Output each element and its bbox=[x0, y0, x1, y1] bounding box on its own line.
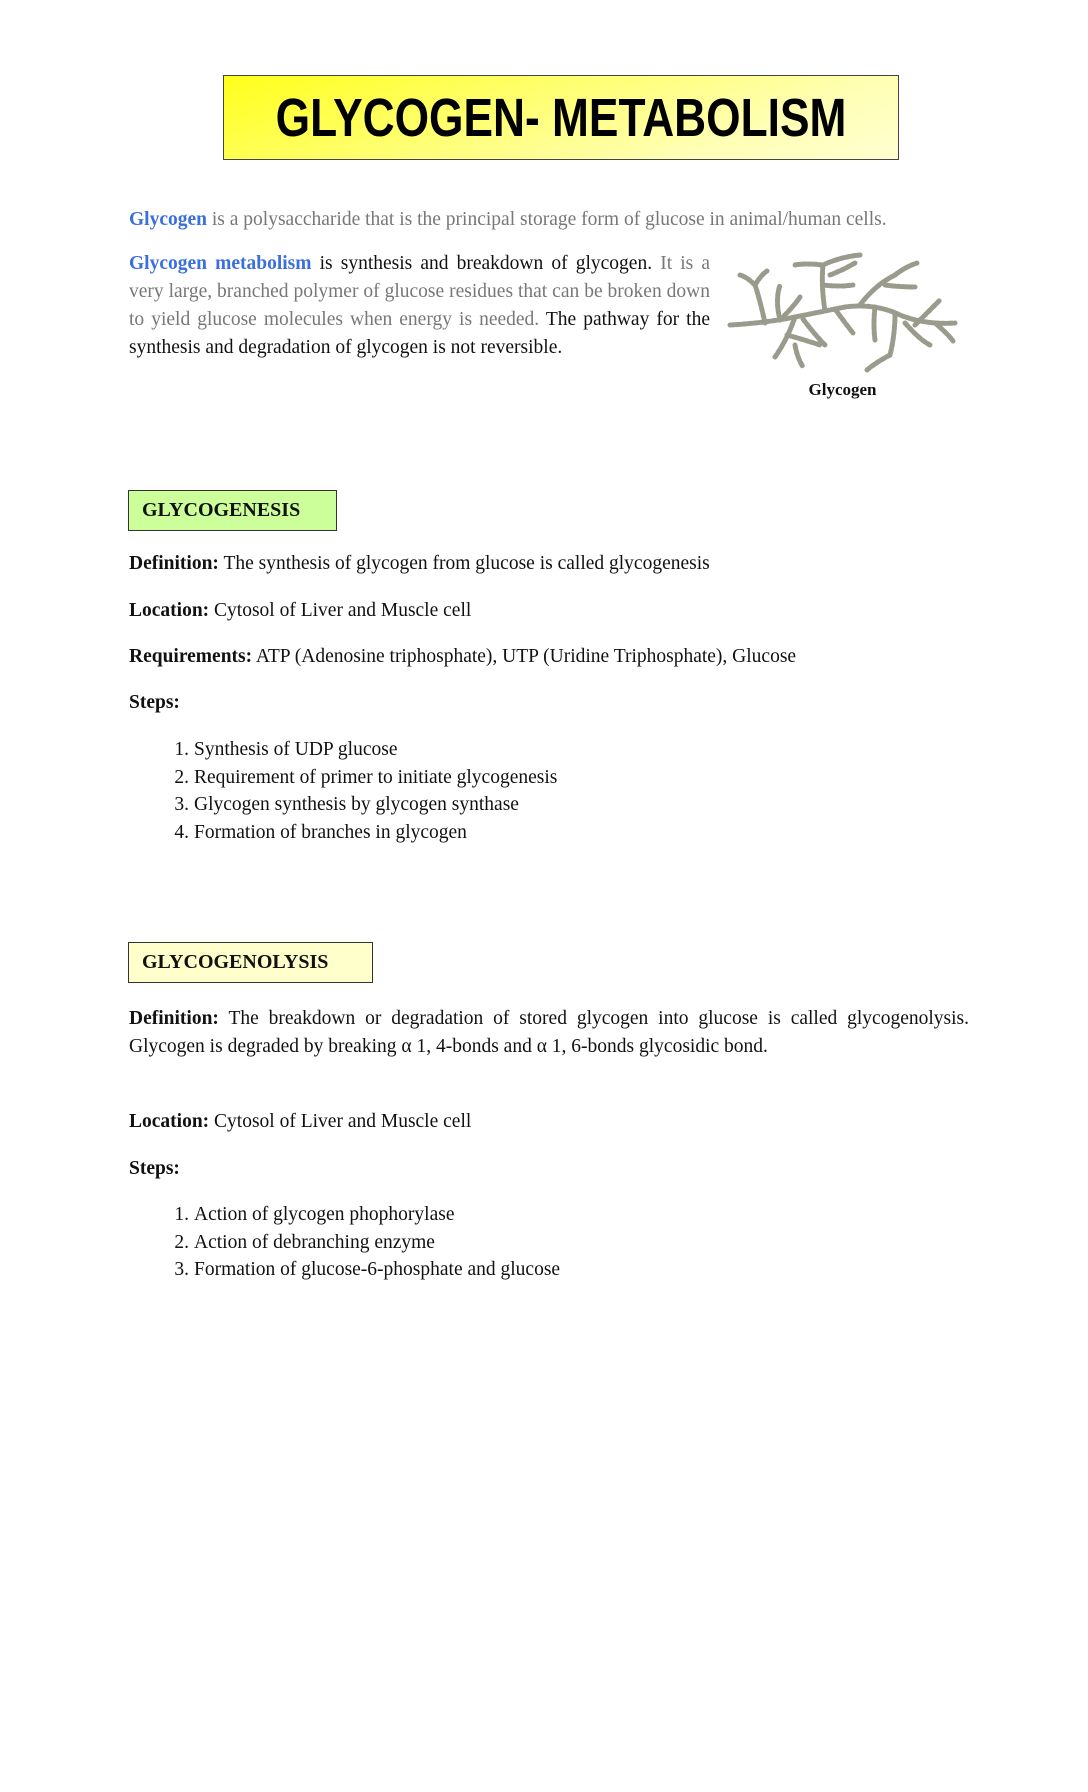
location-text: Cytosol of Liver and Muscle cell bbox=[209, 1111, 472, 1132]
intro-text-dark: is synthesis and breakdown of glycogen. bbox=[311, 253, 653, 274]
title-box bbox=[223, 75, 899, 160]
step-number: 2. bbox=[174, 766, 189, 788]
glycogenesis-definition bbox=[129, 553, 710, 575]
step-number: 1. bbox=[174, 739, 189, 760]
step-text: Formation of branches in glycogen bbox=[194, 821, 467, 843]
figure-caption: Glycogen bbox=[808, 380, 877, 399]
step-number: 4. bbox=[174, 821, 189, 843]
term-glycogen: Glycogen bbox=[129, 209, 207, 230]
step-text: Action of debranching enzyme bbox=[194, 1231, 435, 1253]
page-title: GLYCOGEN- METABOLISM bbox=[275, 87, 847, 148]
step-text: Synthesis of UDP glucose bbox=[194, 739, 398, 760]
intro-line bbox=[129, 206, 999, 234]
term-glycogen-metabolism: Glycogen metabolism bbox=[129, 253, 312, 274]
intro-paragraph bbox=[129, 250, 710, 362]
step-text: Glycogen synthesis by glycogen synthase bbox=[194, 794, 519, 815]
step-text: Formation of glucose-6-phosphate and glucose bbox=[194, 1259, 561, 1280]
intro-text-gray: It is a very large, branched polymer of glucose residues that can be broken down to yield glucose molecules when energy is needed. bbox=[129, 253, 710, 330]
definition-label: Definition: bbox=[129, 1008, 219, 1029]
requirements-label: Requirements: bbox=[129, 646, 253, 667]
glycogenesis-steps-label bbox=[129, 692, 180, 714]
definition-label: Definition: bbox=[129, 553, 219, 574]
glycogen-branch-icon bbox=[725, 245, 960, 385]
step-number: 2. bbox=[174, 1231, 189, 1253]
glycogenesis-requirements bbox=[129, 646, 796, 668]
step-text: Requirement of primer to initiate glycogenesis bbox=[194, 766, 558, 788]
steps-label: Steps: bbox=[129, 1158, 180, 1179]
steps-label: Steps: bbox=[129, 692, 180, 713]
glycogenolysis-heading: GLYCOGENOLYSIS bbox=[128, 942, 373, 983]
glycogenolysis-steps-label bbox=[129, 1158, 180, 1180]
location-label: Location: bbox=[129, 1111, 210, 1132]
glycogenesis-location bbox=[129, 600, 471, 622]
step-text: Action of glycogen phophorylase bbox=[194, 1204, 455, 1225]
location-text: Cytosol of Liver and Muscle cell bbox=[209, 600, 472, 621]
intro-line-text: is a polysaccharide that is the principal storage form of glucose in animal/human cells. bbox=[207, 209, 887, 230]
glycogenolysis-location bbox=[129, 1111, 471, 1133]
glycogenesis-heading: GLYCOGENESIS bbox=[128, 490, 337, 531]
glycogen-figure bbox=[725, 245, 960, 395]
step-number: 3. bbox=[174, 794, 189, 815]
step-number: 3. bbox=[174, 1259, 189, 1280]
location-label: Location: bbox=[129, 600, 210, 621]
glycogenolysis-definition bbox=[129, 1005, 969, 1061]
requirements-text: ATP (Adenosine triphosphate), UTP (Uridine Triphosphate), Glucose bbox=[252, 646, 797, 667]
definition-text: The synthesis of glycogen from glucose is called glycogenesis bbox=[218, 553, 710, 574]
intro-text-dark-2: The pathway for the synthesis and degradation of glycogen is not reversible. bbox=[129, 309, 710, 358]
definition-text: The breakdown or degradation of stored glycogen into glucose is called glycogenolysis. Glycogen is degraded by breaking α 1, 4-bonds and α 1, 6-bonds glycosidic bond. bbox=[129, 1008, 969, 1057]
step-number: 1. bbox=[174, 1204, 189, 1225]
